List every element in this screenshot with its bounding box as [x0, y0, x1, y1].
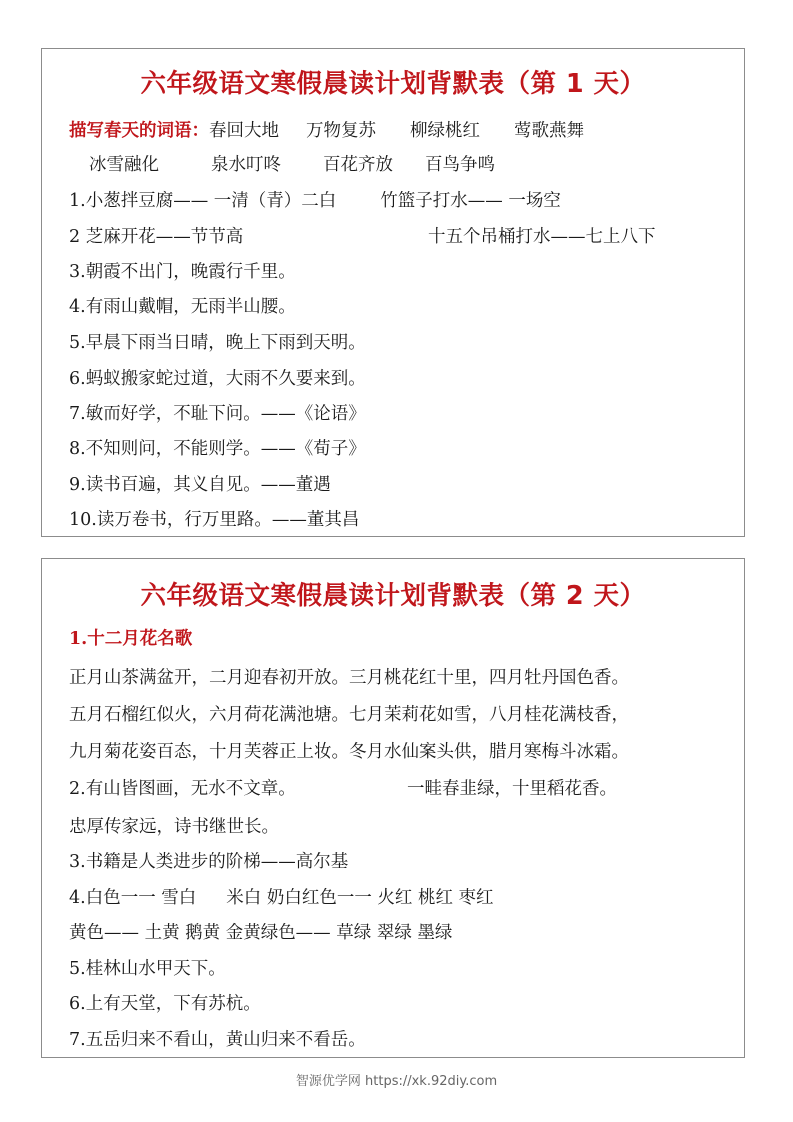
day2-card	[41, 558, 745, 1058]
day1-title: 六年级语文寒假晨读计划背默表（第 1 天）	[140, 69, 646, 99]
day1-card	[41, 48, 745, 537]
day2-item-3: 3.书籍是人类进步的阶梯——高尔基	[69, 852, 349, 872]
item-text: 米白 奶白红色一一 火红 桃红 枣红	[226, 888, 494, 908]
spring-words-label: 描写春天的词语：	[69, 121, 209, 141]
day1-item-9: 9.读书百遍，其义自见。——董遇	[69, 475, 331, 495]
spring-word: 春回大地	[209, 121, 279, 141]
day2-item-7: 7.五岳归来不看山，黄山归来不看岳。	[69, 1030, 366, 1050]
song-line: 正月山茶满盆开，二月迎春初开放。三月桃花红十里，四月牡丹国色香。	[69, 668, 629, 688]
day1-item-1	[69, 189, 561, 213]
song-line: 五月石榴红似火，六月荷花满池塘。七月茉莉花如雪，八月桂花满枝香，	[69, 705, 629, 725]
day1-item-4: 4.有雨山戴帽，无雨半山腰。	[69, 297, 296, 317]
spring-word: 百鸟争鸣	[425, 155, 495, 175]
day1-item-8: 8.不知则问，不能则学。——《荀子》	[69, 439, 366, 459]
song-line: 九月菊花姿百态，十月芙蓉正上妆。冬月水仙案头供，腊月寒梅斗冰霜。	[69, 742, 629, 762]
spring-word: 万物复苏	[306, 121, 376, 141]
day2-item-2b: 一畦春韭绿，十里稻花香。	[407, 779, 617, 799]
day2-item-4c: 黄色—— 土黄 鹅黄 金黄绿色—— 草绿 翠绿 墨绿	[69, 923, 453, 943]
day2-item-4	[69, 886, 494, 910]
day2-item-2: 2.有山皆图画，无水不文章。	[69, 779, 296, 799]
day1-item-6: 6.蚂蚁搬家蛇过道，大雨不久要来到。	[69, 369, 366, 389]
day1-item-5: 5.早晨下雨当日晴，晚上下雨到天明。	[69, 333, 366, 353]
day2-item-2c: 忠厚传家远，诗书继世长。	[69, 817, 279, 837]
item-text: 十五个吊桶打水——七上八下	[428, 227, 656, 247]
day1-item-10: 10.读万卷书，行万里路。——董其昌	[69, 510, 360, 530]
spring-word: 冰雪融化	[89, 155, 159, 175]
item-text: 2 芝麻开花——节节高	[69, 227, 244, 247]
item-text: 竹篮子打水—— 一场空	[380, 191, 561, 211]
day1-item-7: 7.敏而好学，不耻下问。——《论语》	[69, 404, 366, 424]
day1-item-2	[69, 225, 243, 249]
day1-item-2b	[428, 225, 656, 249]
day2-item-5: 5.桂林山水甲天下。	[69, 959, 226, 979]
spring-words-row1	[69, 119, 584, 143]
day1-item-3: 3.朝霞不出门，晚霞行千里。	[69, 262, 296, 282]
spring-word: 百花齐放	[323, 155, 393, 175]
item-text: 1.小葱拌豆腐—— 一清（青）二白	[69, 191, 337, 211]
footer-watermark: 智源优学网 https://xk.92diy.com	[295, 1074, 498, 1089]
spring-word: 莺歌燕舞	[514, 121, 584, 141]
day2-item-6: 6.上有天堂，下有苏杭。	[69, 994, 261, 1014]
spring-words-row2	[89, 153, 495, 177]
item-text: 4.白色一一 雪白	[69, 888, 197, 908]
song-title: 1.十二月花名歌	[69, 629, 193, 649]
spring-word: 柳绿桃红	[410, 121, 480, 141]
day2-title: 六年级语文寒假晨读计划背默表（第 2 天）	[140, 581, 646, 611]
spring-word: 泉水叮咚	[211, 155, 281, 175]
